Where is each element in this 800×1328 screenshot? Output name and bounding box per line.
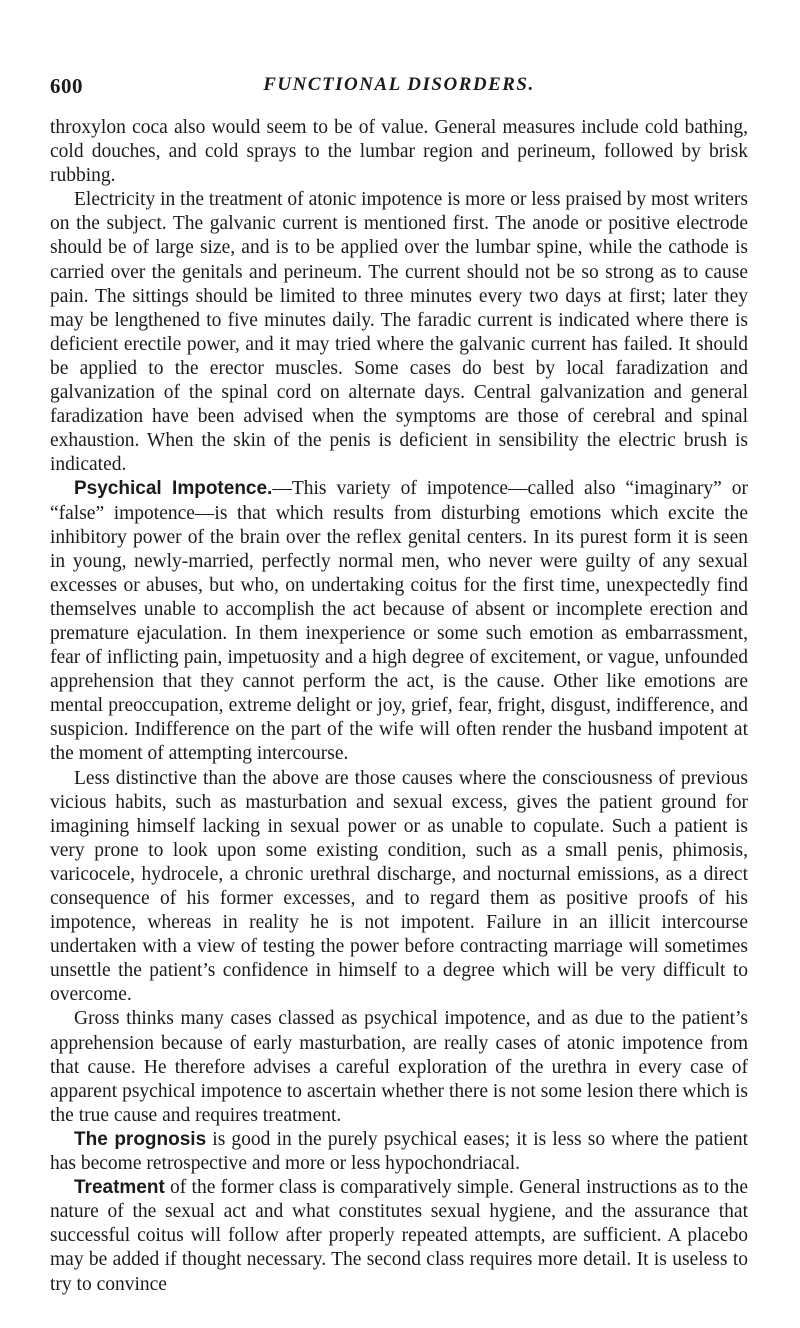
paragraph-text: Less distinctive than the above are those causes where the consciousness of previous vicious habits, such as masturbation and sexual excess, gives the patient ground for imagining himself lacking in sexual power or as unable to copulate. Such a patient is very prone to look upon some existing condition, such as a small penis, phimosis, varicocele, hydrocele, a chronic urethral discharge, and nocturnal emissions, as a direct consequence of his former excesses, and to regard them as positive proofs of his impotence, whereas in reality he is not impotent. Failure in an illicit intercourse undertaken with a view of testing the power before contracting marriage will sometimes unsettle the patient’s confidence in himself to a degree which will be very difficult to overcome.	[50, 767, 748, 1006]
chapter-title: FUNCTIONAL DISORDERS.	[263, 74, 535, 95]
running-head	[50, 74, 748, 104]
paragraph-text: of the former class is comparatively simple. General instructions as to the nature of the sexual act and what constitutes sexual hygiene, and the assurance that successful coitus will follow after properly repeated attempts, are sufficient. A placebo may be added if thought necessary. The second class requires more detail. It is useless to try to convince	[50, 1177, 748, 1295]
paragraph	[50, 477, 748, 766]
paragraph-text: Electricity in the treatment of atonic impotence is more or less praised by most writers on the subject. The galvanic current is mentioned first. The anode or positive electrode should be of large size, and is to be applied over the lumbar spine, while the cathode is carried over the genitals and perineum. The current should not be so strong as to cause pain. The sittings should be limited to three minutes every two days at first; later they may be lengthened to five minutes daily. The faradic current is indicated where there is deficient erectile power, and it may tried where the galvanic current has failed. It should be applied to the erector muscles. Some cases do best by local faradization and galvanization of the spinal cord on alternate days. Central galvanization and general faradization have been advised when the symptoms are those of cerebral and spinal exhaustion. When the skin of the penis is deficient in sensibility the electric brush is indicated.	[50, 189, 748, 476]
paragraph-text: —This variety of impotence—called also “imaginary” or “false” impotence—is that which results from disturbing emotions which excite the inhibitory power of the brain over the reflex genital centers. In its purest form it is seen in young, newly-married, perfectly normal men, who never were guilty of any sexual excesses or abuses, but who, on undertaking coitus for the first time, unexpectedly find themselves unable to accomplish the act because of absent or incomplete erection and premature ejaculation. In them inexperience or some such emotion as embarrassment, fear of inflicting pain, impetuosity and a high degree of excitement, or vague, unfounded apprehension that they cannot perform the act, is the cause. Other like emotions are mental preoccupation, extreme delight or joy, grief, fear, fright, disgust, indifference, and suspicion. Indifference on the part of the wife will often render the husband impotent at the moment of attempting intercourse.	[50, 478, 748, 765]
paragraph	[50, 1007, 748, 1127]
section-heading: Psychical Impotence.	[74, 478, 273, 500]
paragraph-text: Gross thinks many cases classed as psychical impotence, and as due to the patient’s apprehension because of early masturbation, are really cases of atonic impotence from that cause. He therefore advises a careful exploration of the urethra in every case of apparent psychical impotence to ascertain whether there is not some lesion there which is the true cause and requires treatment.	[50, 1008, 748, 1126]
paragraph-text: is good in the purely psychical eases; it is less so where the patient has become retrospective and more or less hypochondriacal.	[50, 1128, 748, 1175]
paragraph	[50, 767, 748, 1008]
paragraph	[50, 116, 748, 188]
page-number: 600	[50, 74, 83, 98]
paragraph	[50, 1176, 748, 1296]
body-text	[50, 116, 748, 1297]
book-page	[50, 74, 748, 1297]
paragraph	[50, 1128, 748, 1176]
paragraph	[50, 188, 748, 477]
paragraph-text: throxylon coca also would seem to be of value. General measures include cold bathing, cold douches, and cold sprays to the lumbar region and perineum, followed by brisk rubbing.	[50, 117, 748, 187]
run-in-heading: The prognosis	[74, 1128, 207, 1150]
run-in-heading: Treatment	[74, 1177, 165, 1199]
